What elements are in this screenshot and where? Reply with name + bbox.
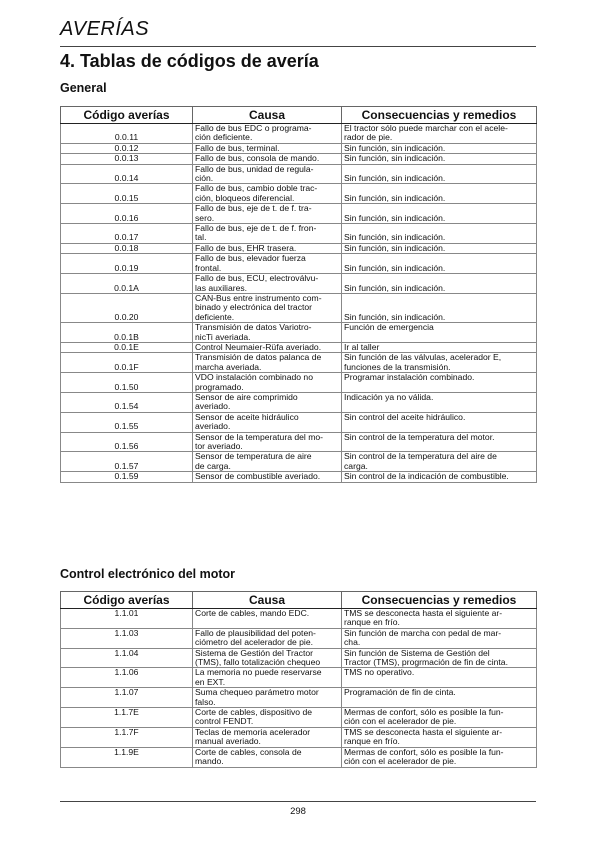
remedy-cell: Sin control del aceite hidráulico.: [342, 412, 537, 432]
cause-cell: VDO instalación combinado no programado.: [193, 373, 342, 393]
remedy-cell: El tractor sólo puede marchar con el acele- rador de pie.: [342, 124, 537, 144]
table-row: [61, 353, 537, 373]
remedy-cell: Sin función de las válvulas, acelerador E, funciones de la transmisión.: [342, 353, 537, 373]
fault-code-cell: 1.1.03: [61, 628, 193, 648]
table-row: [61, 293, 537, 322]
remedy-cell: Sin función, sin indicación.: [342, 274, 537, 294]
cause-cell: Sistema de Gestión del Tractor (TMS), fallo totalización chequeo: [193, 648, 342, 668]
fault-code-cell: 0.1.56: [61, 432, 193, 452]
remedy-cell: Función de emergencia: [342, 323, 537, 343]
remedy-cell: Sin función, sin indicación.: [342, 154, 537, 164]
cause-cell: Fallo de bus, unidad de regula- ción.: [193, 164, 342, 184]
remedy-cell: Sin control de la temperatura del aire de carga.: [342, 452, 537, 472]
table-row: [61, 124, 537, 144]
table-header-row: [61, 592, 537, 609]
table-row: [61, 392, 537, 412]
cause-cell: Fallo de plausibilidad del poten- ciómetro del acelerador de pie.: [193, 628, 342, 648]
cause-cell: Fallo de bus, cambio doble trac- ción, bloqueos diferencial.: [193, 184, 342, 204]
remedy-cell: Sin función, sin indicación.: [342, 184, 537, 204]
table-row: [61, 184, 537, 204]
fault-code-cell: 1.1.04: [61, 648, 193, 668]
cause-cell: Fallo de bus, eje de t. de f. tra- sero.: [193, 204, 342, 224]
remedy-cell: Sin función, sin indicación.: [342, 143, 537, 153]
fault-code-cell: 1.1.7E: [61, 708, 193, 728]
column-header-code: Código averías: [61, 592, 193, 609]
fault-code-cell: 0.0.12: [61, 143, 193, 153]
running-header: AVERÍAS: [60, 18, 150, 40]
cause-cell: Fallo de bus EDC o programa- ción deficiente.: [193, 124, 342, 144]
fault-code-cell: 0.0.1E: [61, 342, 193, 352]
remedy-cell: Sin función, sin indicación.: [342, 293, 537, 322]
cause-cell: Sensor de la temperatura del mo- tor averiado.: [193, 432, 342, 452]
table-row: [61, 373, 537, 393]
column-header-remedy: Consecuencias y remedios: [342, 107, 537, 124]
remedy-cell: Sin función de Sistema de Gestión del Tractor (TMS), progrmación de fin de cinta.: [342, 648, 537, 668]
fault-code-cell: 0.0.20: [61, 293, 193, 322]
fault-code-cell: 0.0.14: [61, 164, 193, 184]
fault-code-cell: 1.1.01: [61, 609, 193, 629]
table-row: [61, 628, 537, 648]
fault-code-cell: 0.0.1F: [61, 353, 193, 373]
fault-code-cell: 0.0.13: [61, 154, 193, 164]
fault-code-table-general: [60, 106, 537, 483]
cause-cell: Sensor de combustible averiado.: [193, 472, 342, 482]
table-row: [61, 143, 537, 153]
fault-code-table-engine: [60, 591, 537, 768]
remedy-cell: TMS se desconecta hasta el siguiente ar- ranque en frío.: [342, 727, 537, 747]
table-row: [61, 254, 537, 274]
fault-code-cell: 0.0.1A: [61, 274, 193, 294]
remedy-cell: Indicación ya no válida.: [342, 392, 537, 412]
fault-code-cell: 0.0.17: [61, 224, 193, 244]
fault-code-cell: 1.1.7F: [61, 727, 193, 747]
fault-code-cell: 0.0.16: [61, 204, 193, 224]
fault-code-cell: 0.1.55: [61, 412, 193, 432]
cause-cell: Transmisión de datos Variotro- nicTi averiada.: [193, 323, 342, 343]
table-row: [61, 412, 537, 432]
header-rule: [60, 46, 536, 47]
footer-rule: [60, 801, 536, 802]
cause-cell: Corte de cables, dispositivo de control FENDT.: [193, 708, 342, 728]
cause-cell: Corte de cables, mando EDC.: [193, 609, 342, 629]
cause-cell: La memoria no puede reservarse en EXT.: [193, 668, 342, 688]
cause-cell: Transmisión de datos palanca de marcha averiada.: [193, 353, 342, 373]
table-row: [61, 274, 537, 294]
fault-code-cell: 0.0.1B: [61, 323, 193, 343]
table-row: [61, 708, 537, 728]
table-row: [61, 323, 537, 343]
fault-code-cell: 0.0.18: [61, 243, 193, 253]
cause-cell: CAN-Bus entre instrumento com- binado y electrónica del tractor deficiente.: [193, 293, 342, 322]
section-title-engine-control: Control electrónico del motor: [60, 567, 236, 581]
cause-cell: Fallo de bus, terminal.: [193, 143, 342, 153]
table-row: [61, 452, 537, 472]
remedy-cell: Sin función de marcha con pedal de mar- cha.: [342, 628, 537, 648]
cause-cell: Fallo de bus, EHR trasera.: [193, 243, 342, 253]
remedy-cell: TMS no operativo.: [342, 668, 537, 688]
cause-cell: Suma chequeo parámetro motor falso.: [193, 688, 342, 708]
remedy-cell: Mermas de confort, sólo es posible la fun- ción con el acelerador de pie.: [342, 747, 537, 767]
cause-cell: Control Neumaier-Rüfa averiado.: [193, 342, 342, 352]
remedy-cell: Sin control de la indicación de combustible.: [342, 472, 537, 482]
fault-code-cell: 0.1.59: [61, 472, 193, 482]
section-title-general: General: [60, 81, 107, 95]
column-header-remedy: Consecuencias y remedios: [342, 592, 537, 609]
table-row: [61, 688, 537, 708]
cause-cell: Sensor de temperatura de aire de carga.: [193, 452, 342, 472]
cause-cell: Sensor de aire comprimido averiado.: [193, 392, 342, 412]
remedy-cell: Sin función, sin indicación.: [342, 243, 537, 253]
remedy-cell: Sin función, sin indicación.: [342, 224, 537, 244]
fault-code-cell: 1.1.06: [61, 668, 193, 688]
remedy-cell: Programar instalación combinado.: [342, 373, 537, 393]
column-header-cause: Causa: [193, 107, 342, 124]
table-row: [61, 747, 537, 767]
cause-cell: Sensor de aceite hidráulico averiado.: [193, 412, 342, 432]
cause-cell: Fallo de bus, ECU, electroválvu- las auxiliares.: [193, 274, 342, 294]
fault-code-cell: 0.1.50: [61, 373, 193, 393]
table-row: [61, 342, 537, 352]
table-row: [61, 164, 537, 184]
table-row: [61, 224, 537, 244]
fault-code-cell: 0.0.11: [61, 124, 193, 144]
remedy-cell: Ir al taller: [342, 342, 537, 352]
table-row: [61, 727, 537, 747]
table-header-row: [61, 107, 537, 124]
fault-code-cell: 0.0.15: [61, 184, 193, 204]
remedy-cell: Sin función, sin indicación.: [342, 254, 537, 274]
cause-cell: Fallo de bus, eje de t. de f. fron- tal.: [193, 224, 342, 244]
fault-code-cell: 0.1.54: [61, 392, 193, 412]
fault-code-cell: 1.1.9E: [61, 747, 193, 767]
table-row: [61, 154, 537, 164]
remedy-cell: Programación de fin de cinta.: [342, 688, 537, 708]
remedy-cell: Sin función, sin indicación.: [342, 204, 537, 224]
remedy-cell: Mermas de confort, sólo es posible la fun- ción con el acelerador de pie.: [342, 708, 537, 728]
column-header-cause: Causa: [193, 592, 342, 609]
chapter-title: 4. Tablas de códigos de avería: [60, 51, 319, 71]
fault-code-cell: 0.1.57: [61, 452, 193, 472]
table-row: [61, 204, 537, 224]
table-row: [61, 432, 537, 452]
remedy-cell: Sin control de la temperatura del motor.: [342, 432, 537, 452]
cause-cell: Teclas de memoria acelerador manual averiado.: [193, 727, 342, 747]
fault-code-cell: 1.1.07: [61, 688, 193, 708]
remedy-cell: TMS se desconecta hasta el siguiente ar- ranque en frío.: [342, 609, 537, 629]
table-row: [61, 472, 537, 482]
remedy-cell: Sin función, sin indicación.: [342, 164, 537, 184]
table-row: [61, 243, 537, 253]
cause-cell: Fallo de bus, consola de mando.: [193, 154, 342, 164]
page-number: 298: [290, 806, 306, 817]
column-header-code: Código averías: [61, 107, 193, 124]
cause-cell: Fallo de bus, elevador fuerza frontal.: [193, 254, 342, 274]
cause-cell: Corte de cables, consola de mando.: [193, 747, 342, 767]
fault-code-cell: 0.0.19: [61, 254, 193, 274]
table-row: [61, 609, 537, 629]
table-row: [61, 648, 537, 668]
table-row: [61, 668, 537, 688]
